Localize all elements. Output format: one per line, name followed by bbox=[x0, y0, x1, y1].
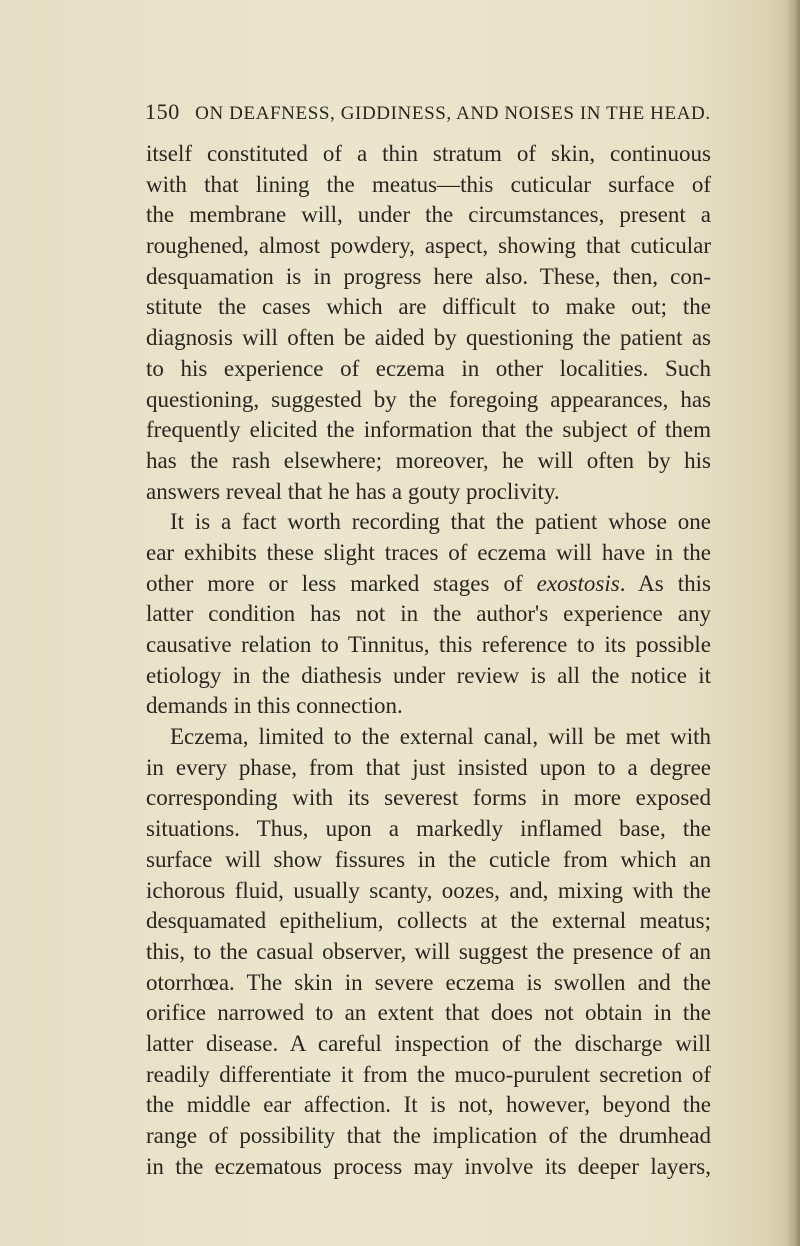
text-line: demands in this connection. bbox=[146, 693, 403, 719]
text-line: desquamated epithelium, collects at the external meatus; bbox=[146, 908, 711, 934]
text-line: itself constituted of a thin stratum of skin, continuous bbox=[146, 141, 711, 166]
text-line: to his experience of eczema in other localities. Such bbox=[146, 355, 711, 381]
text-segment: . As this bbox=[619, 570, 711, 596]
text-line: otorrhœa. The skin in severe eczema is swollen and the bbox=[146, 969, 711, 995]
text-line: corresponding with its severest forms in more exposed bbox=[146, 785, 711, 811]
running-header bbox=[145, 99, 711, 125]
text-line: desquamation is in progress here also. These, then, con- bbox=[146, 263, 711, 289]
page-edge-shadow bbox=[786, 0, 800, 1246]
text-line: surface will show fissures in the cuticle from which an bbox=[146, 846, 711, 872]
running-title: ON DEAFNESS, GIDDINESS, AND NOISES IN THE HEAD. bbox=[195, 103, 711, 124]
text-line: stitute the cases which are difficult to make out; the bbox=[146, 294, 711, 320]
text-line: the membrane will, under the circumstances, present a bbox=[146, 202, 711, 228]
text-line: range of possibility that the implication of the drumhead bbox=[146, 1123, 711, 1148]
text-line: orifice narrowed to an extent that does not obtain in the bbox=[146, 1000, 711, 1026]
text-line: roughened, almost powdery, aspect, showing that cuticular bbox=[146, 233, 711, 259]
text-line: with that lining the meatus—this cuticular surface of bbox=[146, 171, 711, 197]
text-line: this, to the casual observer, will suggest the presence of an bbox=[146, 938, 711, 964]
text-segment: other more or less marked stages of bbox=[146, 570, 537, 596]
text-line bbox=[146, 569, 711, 600]
text-line: situations. Thus, upon a markedly inflamed base, the bbox=[146, 816, 711, 842]
text-line: the middle ear affection. It is not, however, beyond the bbox=[146, 1092, 711, 1118]
text-line: causative relation to Tinnitus, this reference to its possible bbox=[146, 632, 711, 657]
text-line: in every phase, from that just insisted upon to a degree bbox=[146, 754, 711, 780]
text-line: questioning, suggested by the foregoing appearances, has bbox=[146, 386, 711, 412]
text-line: has the rash elsewhere; moreover, he will often by his bbox=[146, 447, 711, 473]
text-line: answers reveal that he has a gouty proclivity. bbox=[146, 478, 560, 504]
text-line: in the eczematous process may involve its deeper layers, bbox=[146, 1153, 711, 1179]
text-line: frequently elicited the information that the subject of them bbox=[146, 417, 711, 443]
text-line: diagnosis will often be aided by questioning the patient as bbox=[146, 325, 711, 351]
text-line: It is a fact worth recording that the patient whose one bbox=[170, 509, 711, 535]
text-line: latter condition has not in the author's experience any bbox=[146, 601, 711, 627]
italic-term: exostosis bbox=[536, 570, 620, 596]
text-line: ear exhibits these slight traces of eczema will have in the bbox=[146, 539, 711, 565]
text-line: Eczema, limited to the external canal, will be met with bbox=[170, 724, 711, 750]
text-line: latter disease. A careful inspection of the discharge will bbox=[146, 1030, 711, 1056]
text-line: etiology in the diathesis under review is all the notice it bbox=[146, 662, 711, 688]
text-line: ichorous fluid, usually scanty, oozes, and, mixing with the bbox=[146, 877, 711, 903]
text-line: readily differentiate it from the muco-purulent secretion of bbox=[146, 1061, 711, 1087]
page-number: 150 bbox=[145, 99, 180, 124]
body-text bbox=[146, 139, 711, 1182]
